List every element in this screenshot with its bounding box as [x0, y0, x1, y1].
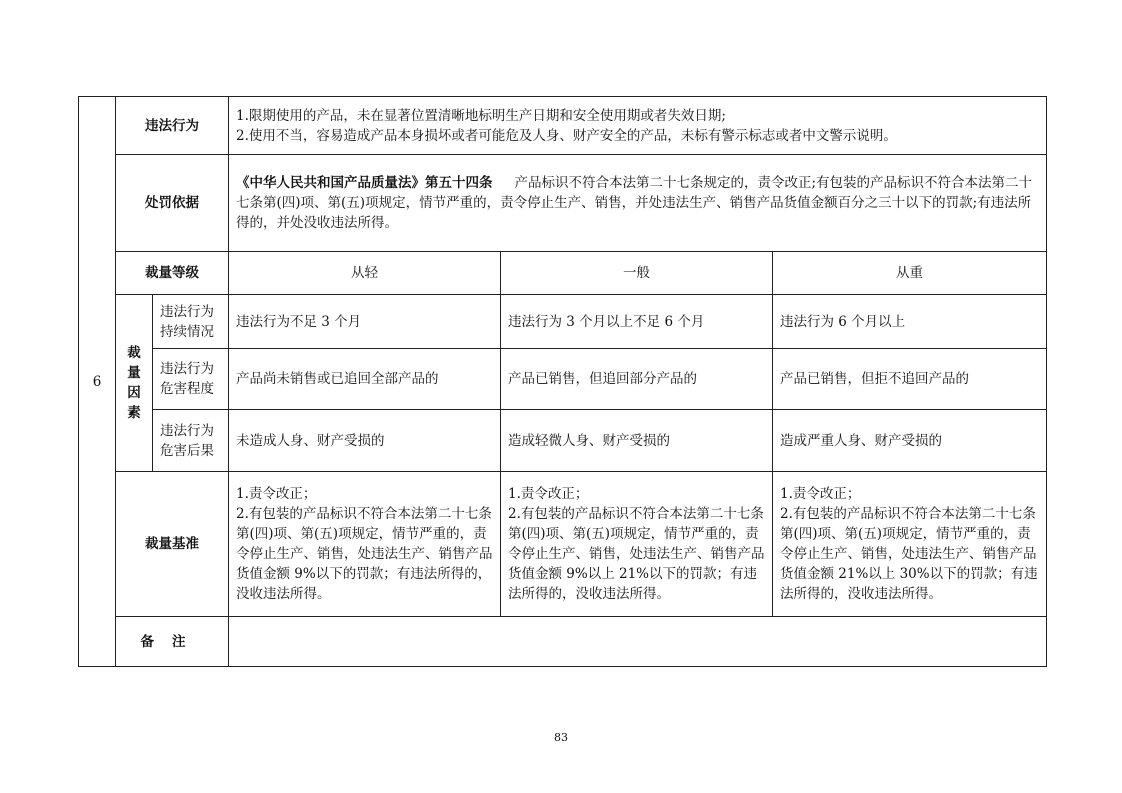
factor-name	[153, 410, 229, 472]
page-number: 83	[554, 731, 568, 744]
factor-name-line: 违法行为	[160, 303, 214, 320]
factor-name	[153, 349, 229, 410]
standards-label: 裁量基准	[116, 472, 229, 617]
factor-name-line: 持续情况	[160, 323, 214, 340]
factor-row	[79, 295, 1047, 349]
factor-cell: 违法行为 6 个月以上	[773, 295, 1047, 349]
standard-line: 2.有包装的产品标识不符合本法第二十七条第(四)项、第(五)项规定，情节严重的，责令停止生产、销售，处违法生产、销售产品货值金额 9%以下的罚款；有违法所得的，没收违法所得。	[236, 506, 493, 602]
violation-label: 违法行为	[116, 97, 229, 155]
factors-label-char: 素	[127, 405, 141, 421]
factors-label-char: 量	[127, 365, 141, 381]
factor-name	[153, 295, 229, 349]
violation-content	[229, 97, 1047, 155]
factor-cell: 违法行为 3 个月以上不足 6 个月	[501, 295, 773, 349]
violation-line: 1.限期使用的产品，未在显著位置清晰地标明生产日期和安全使用期或者失效日期;	[236, 107, 726, 124]
factor-name-line: 危害后果	[160, 442, 214, 459]
row-number: 6	[79, 97, 116, 667]
factor-cell: 造成轻微人身、财产受损的	[501, 410, 773, 472]
levels-label: 裁量等级	[116, 252, 229, 295]
factor-cell: 未造成人身、财产受损的	[229, 410, 501, 472]
standard-cell	[501, 472, 773, 617]
factor-cell: 产品尚未销售或已追回全部产品的	[229, 349, 501, 410]
level-heavy: 从重	[773, 252, 1047, 295]
penalty-basis-row	[79, 155, 1047, 252]
penalty-basis-text: 产品标识不符合本法第二十七条规定的，责令改正;有包装的产品标识不符合本法第二十七条第(四)项、第(五)项规定，情节严重的，责令停止生产、销售，并处违法生产、销售产品货值金额百分之三十以下的罚款;有违法所得的，并处没收违法所得。	[236, 175, 1033, 231]
factor-row	[79, 410, 1047, 472]
factor-name-line: 违法行为	[160, 361, 214, 377]
factors-label	[116, 295, 153, 472]
discretion-table	[78, 96, 1047, 667]
factors-label-char: 因	[127, 385, 141, 401]
level-general: 一般	[501, 252, 773, 295]
standard-line: 1.责令改正；	[236, 486, 317, 502]
notes-label: 备注	[116, 617, 229, 667]
factor-cell: 产品已销售，但拒不追回产品的	[773, 349, 1047, 410]
factor-cell: 产品已销售，但追回部分产品的	[501, 349, 773, 410]
standards-row	[79, 472, 1047, 617]
standard-line: 1.责令改正；	[508, 486, 589, 502]
standard-line: 2.有包装的产品标识不符合本法第二十七条第(四)项、第(五)项规定，情节严重的，责令停止生产、销售，处违法生产、销售产品货值金额 9%以上 21%以下的罚款；有违法所得的，没收违法所得。	[508, 506, 765, 602]
factor-name-line: 违法行为	[160, 422, 214, 439]
standard-line: 1.责令改正；	[780, 486, 861, 502]
factors-label-char: 裁	[127, 345, 141, 361]
standard-cell	[229, 472, 501, 617]
notes-content	[229, 617, 1047, 667]
level-light: 从轻	[229, 252, 501, 295]
factor-row	[79, 349, 1047, 410]
standard-cell	[773, 472, 1047, 617]
penalty-basis-label: 处罚依据	[116, 155, 229, 252]
violation-line: 2.使用不当，容易造成产品本身损坏或者可能危及人身、财产安全的产品，未标有警示标志或者中文警示说明。	[236, 127, 897, 144]
notes-row	[79, 617, 1047, 667]
law-article: 《中华人民共和国产品质量法》第五十四条	[236, 175, 493, 191]
factor-name-line: 危害程度	[160, 381, 214, 397]
standard-line: 2.有包装的产品标识不符合本法第二十七条第(四)项、第(五)项规定，情节严重的，责令停止生产、销售，处违法生产、销售产品货值金额 21%以上 30%以下的罚款；有违法所得的，没收违法所得。	[780, 506, 1038, 602]
violation-row	[79, 97, 1047, 155]
factor-cell: 违法行为不足 3 个月	[229, 295, 501, 349]
penalty-basis-content	[229, 155, 1047, 252]
levels-row	[79, 252, 1047, 295]
factor-cell: 造成严重人身、财产受损的	[773, 410, 1047, 472]
